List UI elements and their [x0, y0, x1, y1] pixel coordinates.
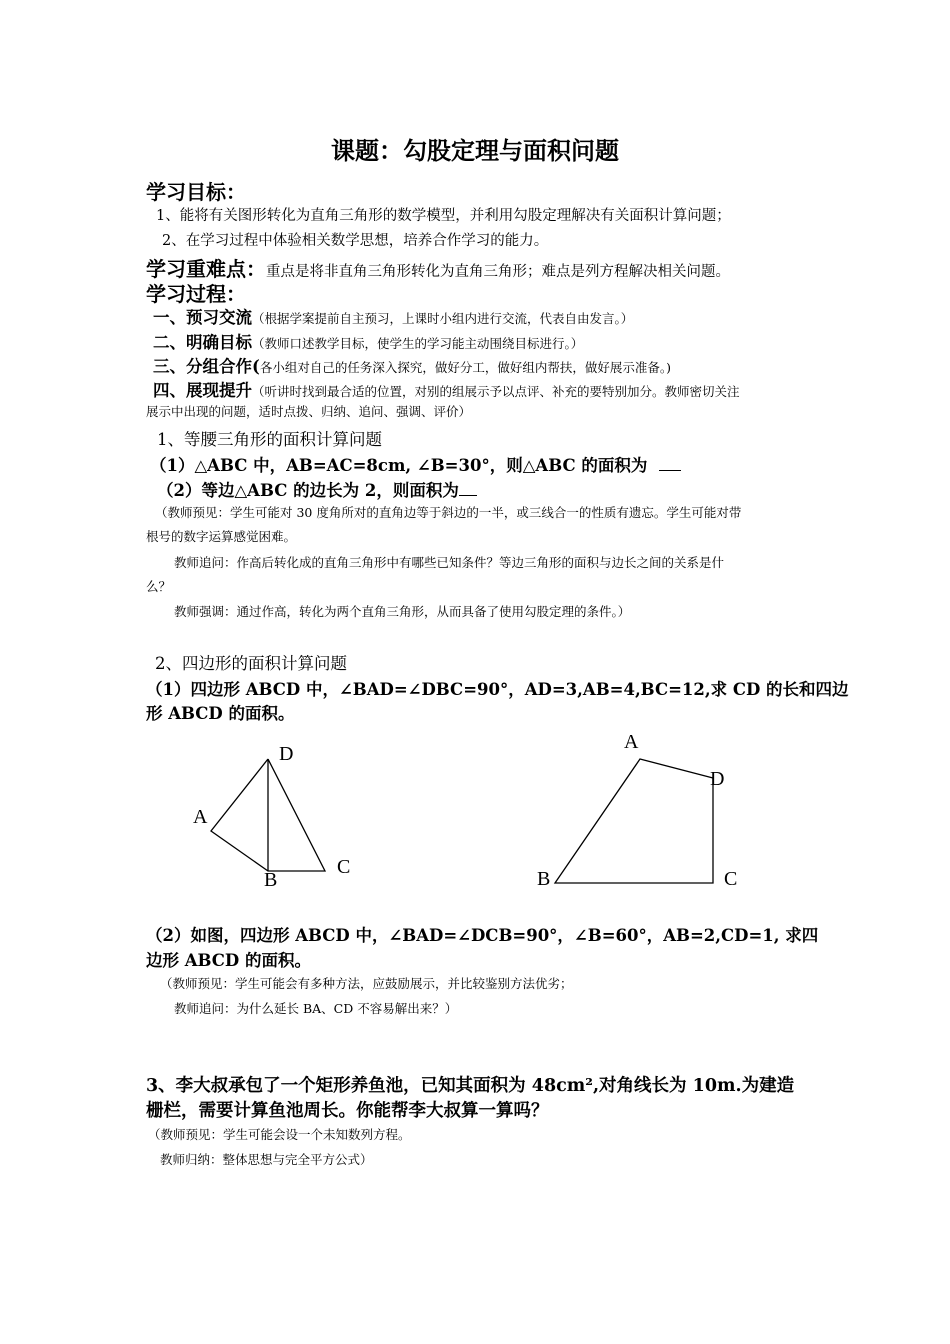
vertex-label-b: B: [264, 869, 278, 891]
figure-1: [180, 735, 370, 895]
section1-q2: [157, 477, 477, 501]
step-label: 三、分组合作(: [153, 357, 260, 376]
teacher-note: 教师归纳：整体思想与完全平方公式）: [160, 1152, 373, 1167]
answer-blank[interactable]: [459, 481, 477, 496]
q2-text: （2）等边△ABC 的边长为 2，则面积为: [157, 481, 459, 500]
teacher-note: 教师强调：通过作高，转化为两个直角三角形，从而具备了使用勾股定理的条件。）: [174, 604, 631, 619]
step-note-cont: 展示中出现的问题，适时点拨、归纳、追问、强调、评价）: [146, 404, 472, 419]
section2-q2-line1: （2）如图，四边形 ABCD 中，∠BAD=∠DCB=90°，∠B=60°，AB=2,CD=1, 求四: [146, 926, 819, 945]
teacher-note: 教师追问：作高后转化成的直角三角形中有哪些已知条件？等边三角形的面积与边长之间的关系是什: [174, 555, 725, 570]
key-points-heading: 学习重难点：: [146, 257, 266, 281]
section3-line2: 栅栏，需要计算鱼池周长。你能帮李大叔算一算吗？: [146, 1101, 549, 1121]
teacher-note: （教师预见：学生可能对 30 度角所对的直角边等于斜边的一半，或三线合一的性质有遗忘。学生可能对带: [155, 505, 742, 520]
teacher-note: 么？: [146, 579, 172, 594]
vertex-label-a: A: [624, 731, 639, 753]
step-label: 二、明确目标: [153, 333, 252, 352]
process-step: [153, 377, 740, 401]
answer-blank[interactable]: [659, 456, 681, 471]
step-note: （教师口述教学目标，使学生的学习能主动围绕目标进行。）: [252, 336, 584, 351]
vertex-label-d: D: [279, 743, 294, 765]
vertex-label-c: C: [337, 856, 351, 878]
process-heading: 学习过程：: [146, 282, 246, 306]
key-points-text: 重点是将非直角三角形转化为直角三角形；难点是列方程解决相关问题。: [266, 264, 730, 280]
q1-text: （1）△ABC 中，AB=AC=8cm, ∠B=30°，则△ABC 的面积为: [150, 456, 648, 475]
teacher-note: （教师预见：学生可能会有多种方法，应鼓励展示，并比较鉴别方法优劣；: [160, 976, 573, 991]
step-label: 一、预习交流: [153, 308, 252, 327]
section3-line1: 3、李大叔承包了一个矩形养鱼池，已知其面积为 48cm²,对角线长为 10m.为建造: [146, 1076, 795, 1096]
objective-item: 2、在学习过程中体验相关数学思想，培养合作学习的能力。: [162, 233, 549, 249]
process-step: [153, 329, 583, 353]
objective-item: 1、能将有关图形转化为直角三角形的数学模型，并利用勾股定理解决有关面积计算问题；: [156, 208, 731, 224]
vertex-label-c: C: [724, 868, 738, 890]
step-label: 四、展现提升: [153, 381, 252, 400]
vertex-label-d: D: [710, 768, 725, 790]
figure-2: [530, 725, 750, 895]
section2-q2-line2: 边形 ABCD 的面积。: [146, 951, 311, 970]
section1-heading: 1、等腰三角形的面积计算问题: [157, 430, 382, 449]
teacher-note: 教师追问：为什么延长 BA、CD 不容易解出来？）: [174, 1001, 458, 1016]
teacher-note: 根号的数字运算感觉困难。: [146, 529, 297, 544]
vertex-label-a: A: [193, 806, 208, 828]
section2-heading: 2、四边形的面积计算问题: [155, 654, 347, 673]
vertex-label-b: B: [537, 868, 551, 890]
section2-q1-line1: （1）四边形 ABCD 中，∠BAD=∠DBC=90°，AD=3,AB=4,BC=12,求 CD 的长和四边: [146, 680, 849, 699]
section2-q1-line2: 形 ABCD 的面积。: [146, 704, 295, 723]
objectives-heading: 学习目标：: [146, 180, 246, 204]
step-note: （听讲时找到最合适的位置，对别的组展示予以点评、补充的要特别加分。教师密切关注: [252, 384, 740, 399]
figure-2-shape: [555, 759, 713, 883]
page-title: 课题：勾股定理与面积问题: [331, 136, 619, 165]
section1-q1: [150, 452, 681, 476]
teacher-note: （教师预见：学生可能会设一个未知数列方程。: [148, 1127, 411, 1142]
step-note: （根据学案提前自主预习，上课时小组内进行交流，代表自由发言。）: [252, 311, 634, 326]
process-step: [153, 304, 633, 328]
process-step: [153, 353, 671, 377]
step-note: 各小组对自己的任务深入探究，做好分工，做好组内帮扶，做好展示准备。): [259, 360, 671, 375]
